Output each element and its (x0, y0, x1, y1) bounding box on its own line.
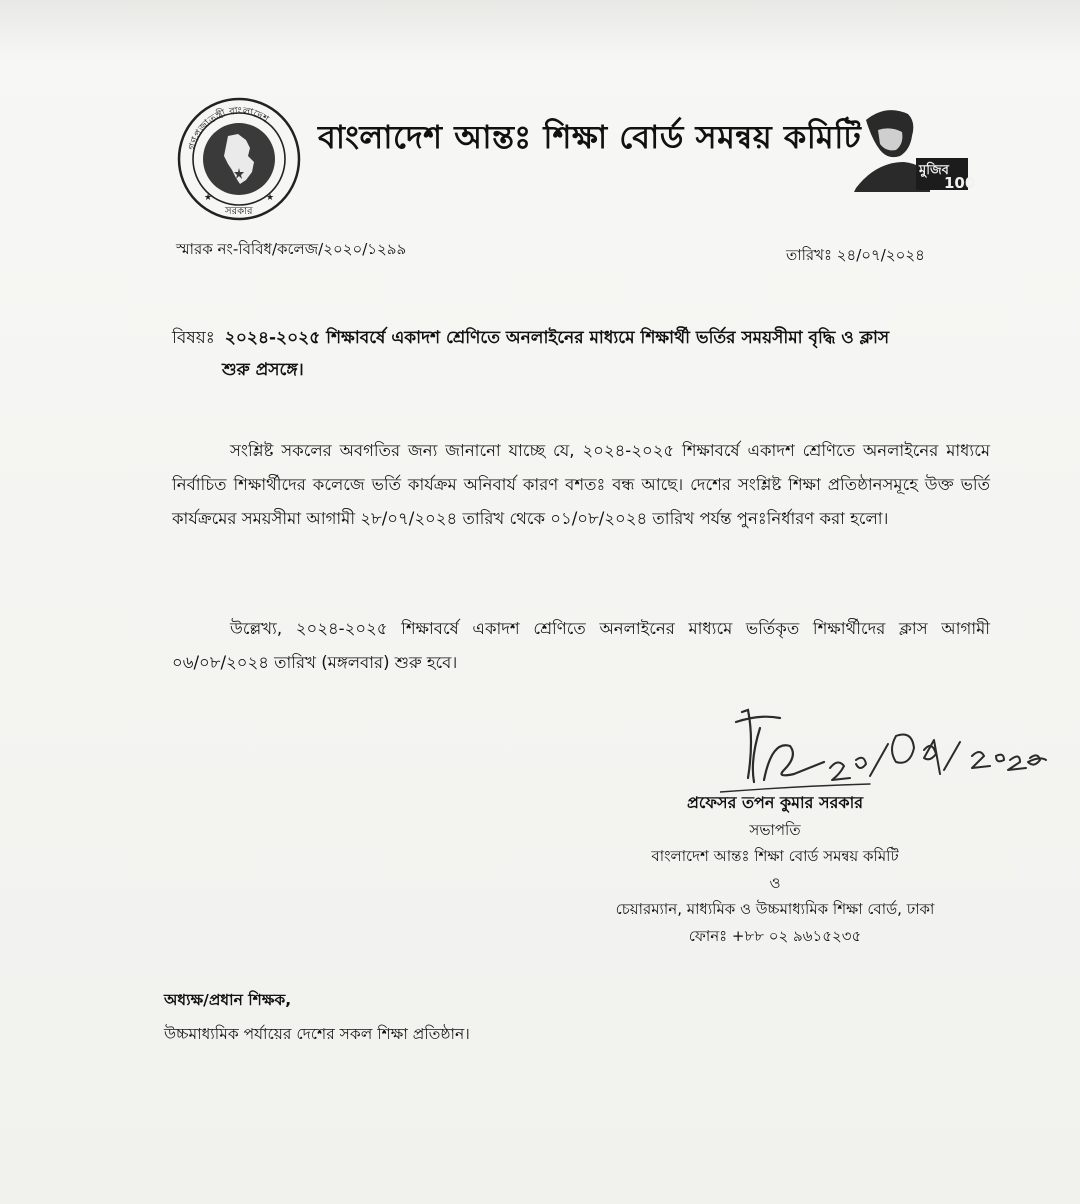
signatory-conjunction: ও (769, 873, 781, 892)
recipient-block (164, 983, 470, 1051)
body-paragraph-1: সংশ্লিষ্ট সকলের অবগতির জন্য জানানো যাচ্ছে যে, ২০২৪-২০২৫ শিক্ষাবর্ষে একাদশ শ্রেণিতে অনলাইনের মাধ্যমে নির্বাচিত শিক্ষার্থীদের কলেজে ভর্তি কার্যক্রম অনিবার্য কারণ বশতঃ বন্ধ আছে। দেশের সংশ্লিষ্ট শিক্ষা প্রতিষ্ঠানসমূহে উক্ত ভর্তি কার্যক্রমের সময়সীমা আগামী ২৮/০৭/২০২৪ তারিখ থেকে ০১/০৮/২০২৪ তারিখ পর্যন্ত পুনঃনির্ধারণ করা হলো। (172, 441, 990, 528)
seal-text-top: গণপ্রজাতন্ত্রী বাংলাদেশ (186, 105, 271, 152)
logo-text: মুজিব (919, 163, 949, 178)
scan-edge (0, 0, 1080, 60)
signatory-name: প্রফেসর তপন কুমার সরকার (686, 793, 864, 812)
body-paragraph-2: উল্লেখ্য, ২০২৪-২০২৫ শিক্ষাবর্ষে একাদশ শ্রেণিতে অনলাইনের মাধ্যমে ভর্তিকৃত শিক্ষার্থীদের ক্লাস আগামী ০৬/০৮/২০২৪ তারিখ (মঙ্গলবার) শুরু হবে। (172, 619, 990, 672)
svg-text:★: ★ (204, 193, 213, 203)
recipient-line-2: উচ্চমাধ্যমিক পর্যায়ের দেশের সকল শিক্ষা প্রতিষ্ঠান। (164, 1025, 470, 1043)
signatory-chairman: চেয়ারম্যান, মাধ্যমিক ও উচ্চমাধ্যমিক শিক্ষা বোর্ড, ঢাকা (615, 900, 935, 918)
subject-line-1: ২০২৪-২০২৫ শিক্ষাবর্ষে একাদশ শ্রেণিতে অনলাইনের মাধ্যমে শিক্ষার্থী ভর্তির সময়সীমা বৃদ্ধি ও ক্লাস (224, 328, 890, 348)
memo-reference-number: স্মারক নং-বিবিধ/কলেজ/২০২০/১২৯৯ (176, 240, 407, 258)
recipient-line-1: অধ্যক্ষ/প্রধান শিক্ষক, (164, 991, 292, 1009)
subject-line-2: শুরু প্রসঙ্গে। (222, 360, 304, 380)
mujib-100-logo-icon (846, 100, 978, 196)
signatory-designation: সভাপতি (749, 820, 801, 839)
subject-block (172, 322, 992, 386)
government-seal-icon (176, 96, 302, 222)
signatory-block (560, 790, 990, 949)
logo-number: 100 (944, 174, 976, 192)
signatory-committee: বাংলাদেশ আন্তঃ শিক্ষা বোর্ড সমন্বয় কমিটি (651, 847, 899, 865)
signatory-phone: ফোনঃ +৮৮ ০২ ৯৬১৫২৩৫ (688, 926, 862, 945)
seal-text-bottom: সরকার (225, 206, 253, 217)
svg-text:★: ★ (266, 193, 275, 203)
memo-date: তারিখঃ ২৪/০৭/২০২৪ (786, 246, 925, 264)
subject-label: বিষয়ঃ (172, 328, 215, 348)
committee-title: বাংলাদেশ আন্তঃ শিক্ষা বোর্ড সমন্বয় কমিটি (318, 118, 862, 156)
